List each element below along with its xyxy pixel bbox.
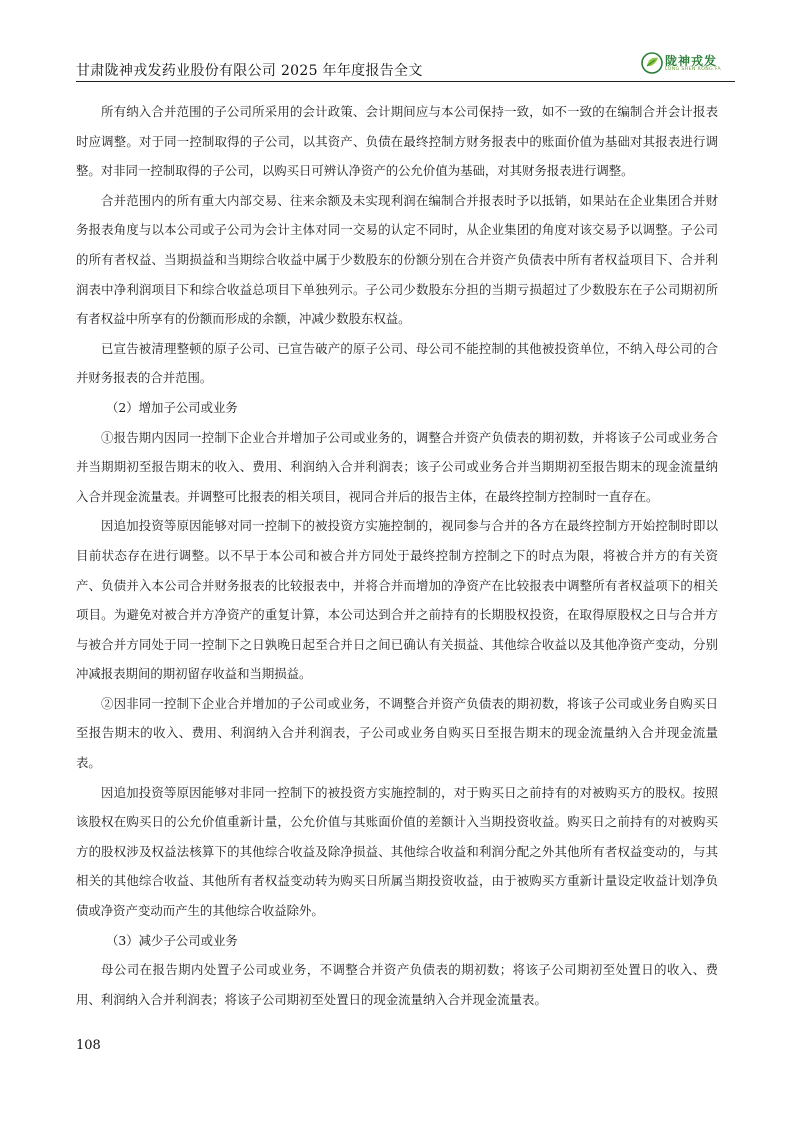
paragraph-same-control-merger: ①报告期内因同一控制下企业合并增加子公司或业务的，调整合并资产负债表的期初数，并将该子公司或业务合并当期期初至报告期末的收入、费用、利润纳入合并利润表；该子公司或业务合并当期期初至报告期末的现金流量纳入合并现金流量表。并调整可比报表的相关项目，视同合并后的报告主体，在最终控制方控制时一直存在。 (76, 429, 718, 504)
document-body (76, 97, 718, 1014)
paragraph-internal-transactions: 合并范围内的所有重大内部交易、往来余额及未实现利润在编制合并报表时予以抵销，如果站在企业集团合并财务报表角度与以本公司或子公司为会计主体对同一交易的认定不同时，从企业集团的角度对该交易予以调整。子公司的所有者权益、当期损益和当期综合收益中属于少数股东的份额分别在合并资产负债表中所有者权益项目下、合并利润表中净利润项目下和综合收益总项目下单独列示。子公司少数股东分担的当期亏损超过了少数股东在子公司期初所有者权益中所享有的份额而形成的余额，冲减少数股东权益。 (76, 192, 718, 327)
paragraph-non-same-control-merger: ②因非同一控制下企业合并增加的子公司或业务，不调整合并资产负债表的期初数，将该子公司或业务自购买日至报告期末的收入、费用、利润纳入合并利润表，子公司或业务自购买日至报告期末的现金流量纳入合并现金流量表。 (76, 695, 718, 771)
page-header (76, 44, 735, 82)
leaf-logo-icon (641, 52, 663, 74)
paragraph-excluded-entities: 已宣告被清理整顿的原子公司、已宣告破产的原子公司、母公司不能控制的其他被投资单位，不纳入母公司的合并财务报表的合并范围。 (76, 340, 718, 386)
section-heading-add-subsidiary: （2）增加子公司或业务 (106, 399, 238, 415)
page-number: 108 (76, 1038, 101, 1053)
logo-text: 陇神戎发 (665, 54, 718, 68)
logo-subtext: LONG SHEN RONG FA (665, 67, 722, 72)
paragraph-disposal: 母公司在报告期内处置子公司或业务，不调整合并资产负债表的期初数；将该子公司期初至处置日的收入、费用、利润纳入合并利润表；将该子公司期初至处置日的现金流量纳入合并现金流量表。 (76, 962, 718, 1007)
company-logo (641, 50, 735, 76)
paragraph-additional-investment-non-same-control: 因追加投资等原因能够对非同一控制下的被投资方实施控制的，对于购买日之前持有的对被购买方的股权。按照该股权在购买日的公允价值重新计量，公允价值与其账面价值的差额计入当期投资收益。购买日之前持有的对被购买方的股权涉及权益法核算下的其他综合收益及除净损益、其他综合收益和利润分配之外其他所有者权益变动的，与其相关的其他综合收益、其他所有者权益变动转为购买日所属当期投资收益，由于被购买方重新计量设定收益计划净负债或净资产变动而产生的其他综合收益除外。 (76, 784, 718, 919)
header-title: 甘肃陇神戎发药业股份有限公司 2025 年年度报告全文 (76, 63, 423, 79)
header-divider (76, 81, 735, 82)
paragraph-additional-investment-same-control: 因追加投资等原因能够对同一控制下的被投资方实施控制的，视同参与合并的各方在最终控制方开始控制时即以目前状态存在进行调整。以不早于本公司和被合并方同处于最终控制方控制之下的时点为限，将被合并方的有关资产、负债并入本公司合并财务报表的比较报表中，并将合并而增加的净资产在比较报表中调整所有者权益项下的相关项目。为避免对被合并方净资产的重复计算，本公司达到合并之前持有的长期股权投资，在取得原股权之日与合并方与被合并方同处于同一控制下之日孰晚日起至合并日之间已确认有关损益、其他综合收益以及其他净资产变动，分别冲减报表期间的期初留存收益和当期损益。 (76, 518, 718, 682)
paragraph-consolidation-policy: 所有纳入合并范围的子公司所采用的会计政策、会计期间应与本公司保持一致，如不一致的在编制合并会计报表时应调整。对于同一控制取得的子公司，以其资产、负债在最终控制方财务报表中的账面价值为基础对其报表进行调整。对非同一控制取得的子公司，以购买日可辨认净资产的公允价值为基础，对其财务报表进行调整。 (76, 104, 718, 179)
section-heading-reduce-subsidiary: （3）减少子公司或业务 (106, 932, 238, 948)
